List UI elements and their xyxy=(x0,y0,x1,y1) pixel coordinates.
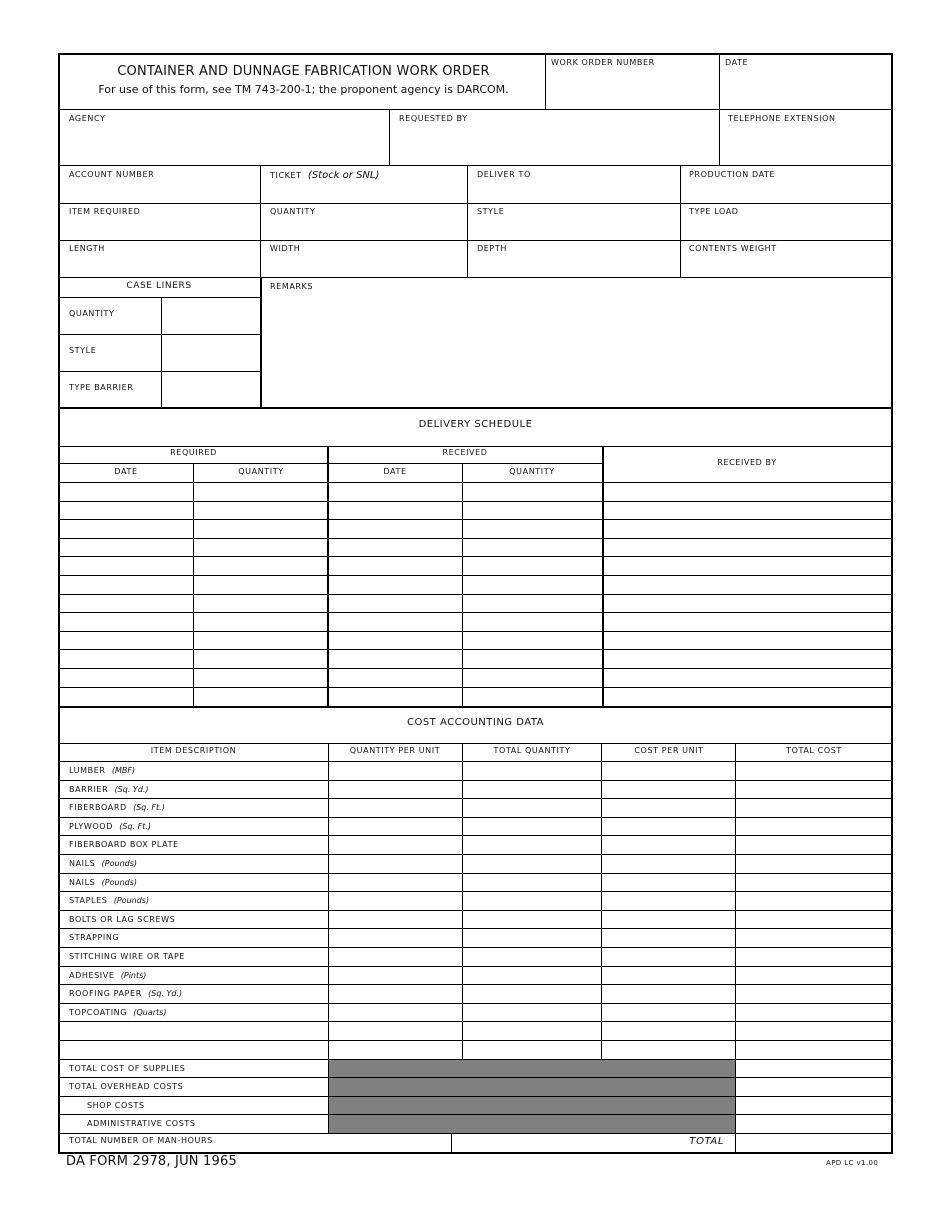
received-date-cell[interactable] xyxy=(329,632,462,649)
received-date-cell[interactable] xyxy=(329,483,462,500)
cost-item-label: FIBERBOARD (Sq. Ft.) xyxy=(69,803,165,812)
total-cost-cell[interactable] xyxy=(736,967,891,984)
received-by-cell[interactable] xyxy=(604,483,892,500)
total-label: TOTAL xyxy=(689,1136,724,1147)
cost-per-unit-cell[interactable] xyxy=(602,855,735,872)
required-quantity-cell[interactable] xyxy=(194,557,327,574)
cost-per-unit-cell[interactable] xyxy=(602,874,735,891)
total-cost-cell[interactable] xyxy=(736,1022,891,1039)
form-version: APD LC v1.00 xyxy=(826,1159,879,1167)
quantity-per-unit-cell[interactable] xyxy=(329,874,462,891)
received-quantity-cell[interactable] xyxy=(463,502,602,519)
man-hours-field[interactable] xyxy=(330,1134,450,1150)
received-date-cell[interactable] xyxy=(329,688,462,705)
total-row-label: SHOP COSTS xyxy=(87,1101,145,1110)
required-quantity-cell[interactable] xyxy=(194,520,327,537)
cost-item-label: BOLTS OR LAG SCREWS xyxy=(69,915,176,924)
total-row-label: TOTAL OVERHEAD COSTS xyxy=(69,1082,184,1091)
requested-by-label: REQUESTED BY xyxy=(399,114,468,123)
required-date-cell[interactable] xyxy=(59,595,193,612)
total-cost-cell[interactable] xyxy=(736,892,891,909)
received-date-cell[interactable] xyxy=(329,502,462,519)
total-cost-cell[interactable] xyxy=(736,874,891,891)
received-date-cell[interactable] xyxy=(329,539,462,556)
required-quantity-cell[interactable] xyxy=(194,650,327,667)
required-date-cell[interactable] xyxy=(59,539,193,556)
received-quantity-cell[interactable] xyxy=(463,539,602,556)
total-quantity-cell[interactable] xyxy=(463,799,601,816)
total-cost-cell[interactable] xyxy=(736,1115,891,1132)
deliver-to-field[interactable] xyxy=(469,180,678,202)
cost-per-unit-cell[interactable] xyxy=(602,1004,735,1021)
total-cost-cell[interactable] xyxy=(736,799,891,816)
quantity-per-unit-cell[interactable] xyxy=(329,929,462,946)
received-quantity-cell[interactable] xyxy=(463,557,602,574)
quantity-label: QUANTITY xyxy=(270,207,316,216)
received-quantity-cell[interactable] xyxy=(463,595,602,612)
width-label: WIDTH xyxy=(270,244,301,253)
contents-weight-field[interactable] xyxy=(682,254,891,276)
shaded-cells xyxy=(329,1060,735,1077)
received-by-cell[interactable] xyxy=(604,539,892,556)
cost-per-unit-header: COST PER UNIT xyxy=(634,746,704,755)
cost-item-label: BARRIER (Sq. Yd.) xyxy=(69,785,149,794)
cost-accounting-title: COST ACCOUNTING DATA xyxy=(406,717,545,728)
cost-per-unit-cell[interactable] xyxy=(602,929,735,946)
total-cost-cell[interactable] xyxy=(736,929,891,946)
received-date-header: DATE xyxy=(383,467,407,476)
width-field[interactable] xyxy=(262,254,465,276)
required-date-cell[interactable] xyxy=(59,520,193,537)
total-quantity-cell[interactable] xyxy=(463,855,601,872)
cost-item-label: ADHESIVE (Pints) xyxy=(69,971,147,980)
shaded-cells xyxy=(329,1078,735,1096)
required-quantity-cell[interactable] xyxy=(194,632,327,649)
cost-per-unit-cell[interactable] xyxy=(602,948,735,965)
cost-item-label: PLYWOOD (Sq. Ft.) xyxy=(69,822,152,831)
received-by-cell[interactable] xyxy=(604,650,892,667)
required-date-cell[interactable] xyxy=(59,576,193,593)
received-date-cell[interactable] xyxy=(329,650,462,667)
quantity-per-unit-cell[interactable] xyxy=(329,911,462,928)
depth-field[interactable] xyxy=(469,254,678,276)
style-label: STYLE xyxy=(477,207,505,216)
required-quantity-cell[interactable] xyxy=(194,576,327,593)
total-quantity-cell[interactable] xyxy=(463,836,601,853)
quantity-per-unit-cell[interactable] xyxy=(329,948,462,965)
length-field[interactable] xyxy=(61,254,258,276)
received-by-cell[interactable] xyxy=(604,613,892,630)
received-by-cell[interactable] xyxy=(604,520,892,537)
cost-item-label: STITCHING WIRE OR TAPE xyxy=(69,952,186,961)
telephone-extension-label: TELEPHONE EXTENSION xyxy=(728,114,836,123)
total-quantity-cell[interactable] xyxy=(463,874,601,891)
case-style-field[interactable] xyxy=(163,336,259,370)
form-subtitle: For use of this form, see TM 743-200-1; the proponent agency is DARCOM. xyxy=(98,83,509,96)
cost-per-unit-cell[interactable] xyxy=(602,836,735,853)
received-header: RECEIVED xyxy=(442,448,488,457)
total-cost-cell[interactable] xyxy=(736,1060,891,1077)
total-cost-cell[interactable] xyxy=(736,1041,891,1058)
cost-item-label: TOPCOATING (Quarts) xyxy=(69,1008,167,1017)
received-quantity-cell[interactable] xyxy=(463,669,602,686)
quantity-per-unit-header: QUANTITY PER UNIT xyxy=(349,746,441,755)
received-by-cell[interactable] xyxy=(604,502,892,519)
total-quantity-cell[interactable] xyxy=(463,948,601,965)
ticket-label: TICKET (Stock or SNL) xyxy=(270,170,380,181)
received-date-cell[interactable] xyxy=(329,669,462,686)
requested-by-field[interactable] xyxy=(391,126,717,164)
delivery-schedule-title: DELIVERY SCHEDULE xyxy=(418,419,533,430)
cost-per-unit-cell[interactable] xyxy=(602,985,735,1002)
total-row-label: TOTAL COST OF SUPPLIES xyxy=(69,1064,186,1073)
item-required-label: ITEM REQUIRED xyxy=(69,207,141,216)
man-hours-label: TOTAL NUMBER OF MAN-HOURS xyxy=(69,1136,213,1145)
length-label: LENGTH xyxy=(69,244,105,253)
received-by-cell[interactable] xyxy=(604,576,892,593)
required-date-cell[interactable] xyxy=(59,650,193,667)
cost-item-label: FIBERBOARD BOX PLATE xyxy=(69,840,179,849)
received-date-cell[interactable] xyxy=(329,595,462,612)
cost-item-label: NAILS (Pounds) xyxy=(69,878,138,887)
item-description-header: ITEM DESCRIPTION xyxy=(150,746,237,755)
cost-item-label: LUMBER (MBF) xyxy=(69,766,136,775)
case-quantity-label: QUANTITY xyxy=(69,309,115,318)
total-quantity-cell[interactable] xyxy=(463,818,601,835)
required-quantity-cell[interactable] xyxy=(194,669,327,686)
style-field[interactable] xyxy=(469,217,678,239)
case-liners-title: CASE LINERS xyxy=(126,281,192,291)
total-quantity-cell[interactable] xyxy=(463,929,601,946)
required-date-cell[interactable] xyxy=(59,502,193,519)
total-cost-header: TOTAL COST xyxy=(786,746,842,755)
deliver-to-label: DELIVER TO xyxy=(477,170,531,179)
quantity-field[interactable] xyxy=(262,217,465,239)
required-quantity-cell[interactable] xyxy=(194,483,327,500)
received-quantity-cell[interactable] xyxy=(463,613,602,630)
work-order-number-field[interactable] xyxy=(547,70,717,108)
agency-field[interactable] xyxy=(61,126,387,164)
total-cost-cell[interactable] xyxy=(736,948,891,965)
required-date-cell[interactable] xyxy=(59,483,193,500)
remarks-label: REMARKS xyxy=(270,282,314,291)
total-cost-cell[interactable] xyxy=(736,818,891,835)
ticket-note: (Stock or SNL) xyxy=(307,170,380,181)
required-quantity-header: QUANTITY xyxy=(238,467,284,476)
form-title: CONTAINER AND DUNNAGE FABRICATION WORK ORDER xyxy=(117,64,490,79)
received-date-cell[interactable] xyxy=(329,613,462,630)
item-required-field[interactable] xyxy=(61,217,258,239)
total-quantity-cell[interactable] xyxy=(463,985,601,1002)
received-quantity-cell[interactable] xyxy=(463,483,602,500)
quantity-per-unit-cell[interactable] xyxy=(329,1041,462,1058)
total-quantity-cell[interactable] xyxy=(463,762,601,779)
total-cost-cell[interactable] xyxy=(736,855,891,872)
received-quantity-cell[interactable] xyxy=(463,632,602,649)
total-cost-cell[interactable] xyxy=(736,1078,891,1095)
type-barrier-field[interactable] xyxy=(163,373,259,406)
quantity-per-unit-cell[interactable] xyxy=(329,818,462,835)
total-cost-cell[interactable] xyxy=(736,1004,891,1021)
total-quantity-cell[interactable] xyxy=(463,911,601,928)
depth-label: DEPTH xyxy=(477,244,507,253)
total-cost-cell[interactable] xyxy=(736,985,891,1002)
type-barrier-label: TYPE BARRIER xyxy=(69,383,134,392)
received-quantity-cell[interactable] xyxy=(463,520,602,537)
quantity-per-unit-cell[interactable] xyxy=(329,892,462,909)
total-quantity-cell[interactable] xyxy=(463,967,601,984)
contents-weight-label: CONTENTS WEIGHT xyxy=(689,244,777,253)
quantity-per-unit-cell[interactable] xyxy=(329,1022,462,1039)
remarks-field[interactable] xyxy=(263,294,891,406)
received-quantity-cell[interactable] xyxy=(463,576,602,593)
production-date-field[interactable] xyxy=(682,180,891,202)
required-quantity-cell[interactable] xyxy=(194,595,327,612)
grand-total-field[interactable] xyxy=(736,1134,891,1150)
received-by-cell[interactable] xyxy=(604,632,892,649)
quantity-per-unit-cell[interactable] xyxy=(329,799,462,816)
total-quantity-cell[interactable] xyxy=(463,1022,601,1039)
cost-per-unit-cell[interactable] xyxy=(602,762,735,779)
account-number-label: ACCOUNT NUMBER xyxy=(69,170,155,179)
production-date-label: PRODUCTION DATE xyxy=(689,170,776,179)
telephone-extension-field[interactable] xyxy=(721,126,891,164)
total-quantity-cell[interactable] xyxy=(463,1004,601,1021)
required-date-header: DATE xyxy=(114,467,138,476)
required-quantity-cell[interactable] xyxy=(194,688,327,705)
shaded-cells xyxy=(329,1115,735,1133)
quantity-per-unit-cell[interactable] xyxy=(329,855,462,872)
work-order-number-label: WORK ORDER NUMBER xyxy=(551,58,655,67)
received-by-header: RECEIVED BY xyxy=(717,458,777,467)
required-date-cell[interactable] xyxy=(59,669,193,686)
cost-per-unit-cell[interactable] xyxy=(602,967,735,984)
cost-per-unit-cell[interactable] xyxy=(602,1041,735,1058)
total-cost-cell[interactable] xyxy=(736,781,891,798)
agency-label: AGENCY xyxy=(69,114,106,123)
total-cost-cell[interactable] xyxy=(736,762,891,779)
form-id: DA FORM 2978, JUN 1965 xyxy=(66,1154,237,1169)
total-row-label: ADMINISTRATIVE COSTS xyxy=(87,1119,196,1128)
received-quantity-cell[interactable] xyxy=(463,688,602,705)
total-quantity-header: TOTAL QUANTITY xyxy=(493,746,571,755)
required-date-cell[interactable] xyxy=(59,688,193,705)
quantity-per-unit-cell[interactable] xyxy=(329,762,462,779)
total-cost-cell[interactable] xyxy=(736,836,891,853)
quantity-per-unit-cell[interactable] xyxy=(329,985,462,1002)
quantity-per-unit-cell[interactable] xyxy=(329,967,462,984)
quantity-per-unit-cell[interactable] xyxy=(329,836,462,853)
shaded-cells xyxy=(329,1097,735,1114)
received-by-cell[interactable] xyxy=(604,595,892,612)
required-quantity-cell[interactable] xyxy=(194,502,327,519)
received-by-cell[interactable] xyxy=(604,557,892,574)
date-label: DATE xyxy=(725,58,749,67)
total-quantity-cell[interactable] xyxy=(463,781,601,798)
total-quantity-cell[interactable] xyxy=(463,892,601,909)
account-number-field[interactable] xyxy=(61,180,258,202)
cost-item-label: STRAPPING xyxy=(69,933,120,942)
received-quantity-header: QUANTITY xyxy=(509,467,555,476)
received-date-cell[interactable] xyxy=(329,520,462,537)
received-date-cell[interactable] xyxy=(329,557,462,574)
total-quantity-cell[interactable] xyxy=(463,1041,601,1058)
received-by-cell[interactable] xyxy=(604,669,892,686)
required-date-cell[interactable] xyxy=(59,632,193,649)
required-date-cell[interactable] xyxy=(59,613,193,630)
received-date-cell[interactable] xyxy=(329,576,462,593)
received-quantity-cell[interactable] xyxy=(463,650,602,667)
cost-per-unit-cell[interactable] xyxy=(602,1022,735,1039)
cost-item-label: ROOFING PAPER (Sq. Yd.) xyxy=(69,989,183,998)
cost-per-unit-cell[interactable] xyxy=(602,892,735,909)
quantity-per-unit-cell[interactable] xyxy=(329,781,462,798)
date-field[interactable] xyxy=(721,70,891,108)
type-load-label: TYPE LOAD xyxy=(689,207,739,216)
required-header: REQUIRED xyxy=(170,448,217,457)
cost-per-unit-cell[interactable] xyxy=(602,799,735,816)
total-cost-cell[interactable] xyxy=(736,911,891,928)
cost-item-label: STAPLES (Pounds) xyxy=(69,896,150,905)
required-quantity-cell[interactable] xyxy=(194,613,327,630)
type-load-field[interactable] xyxy=(682,217,891,239)
case-style-label: STYLE xyxy=(69,346,97,355)
cost-per-unit-cell[interactable] xyxy=(602,911,735,928)
ticket-field[interactable] xyxy=(262,180,465,202)
cost-per-unit-cell[interactable] xyxy=(602,818,735,835)
cost-per-unit-cell[interactable] xyxy=(602,781,735,798)
total-cost-cell[interactable] xyxy=(736,1097,891,1114)
case-quantity-field[interactable] xyxy=(163,299,259,333)
required-date-cell[interactable] xyxy=(59,557,193,574)
received-by-cell[interactable] xyxy=(604,688,892,705)
quantity-per-unit-cell[interactable] xyxy=(329,1004,462,1021)
cost-item-label: NAILS (Pounds) xyxy=(69,859,138,868)
required-quantity-cell[interactable] xyxy=(194,539,327,556)
